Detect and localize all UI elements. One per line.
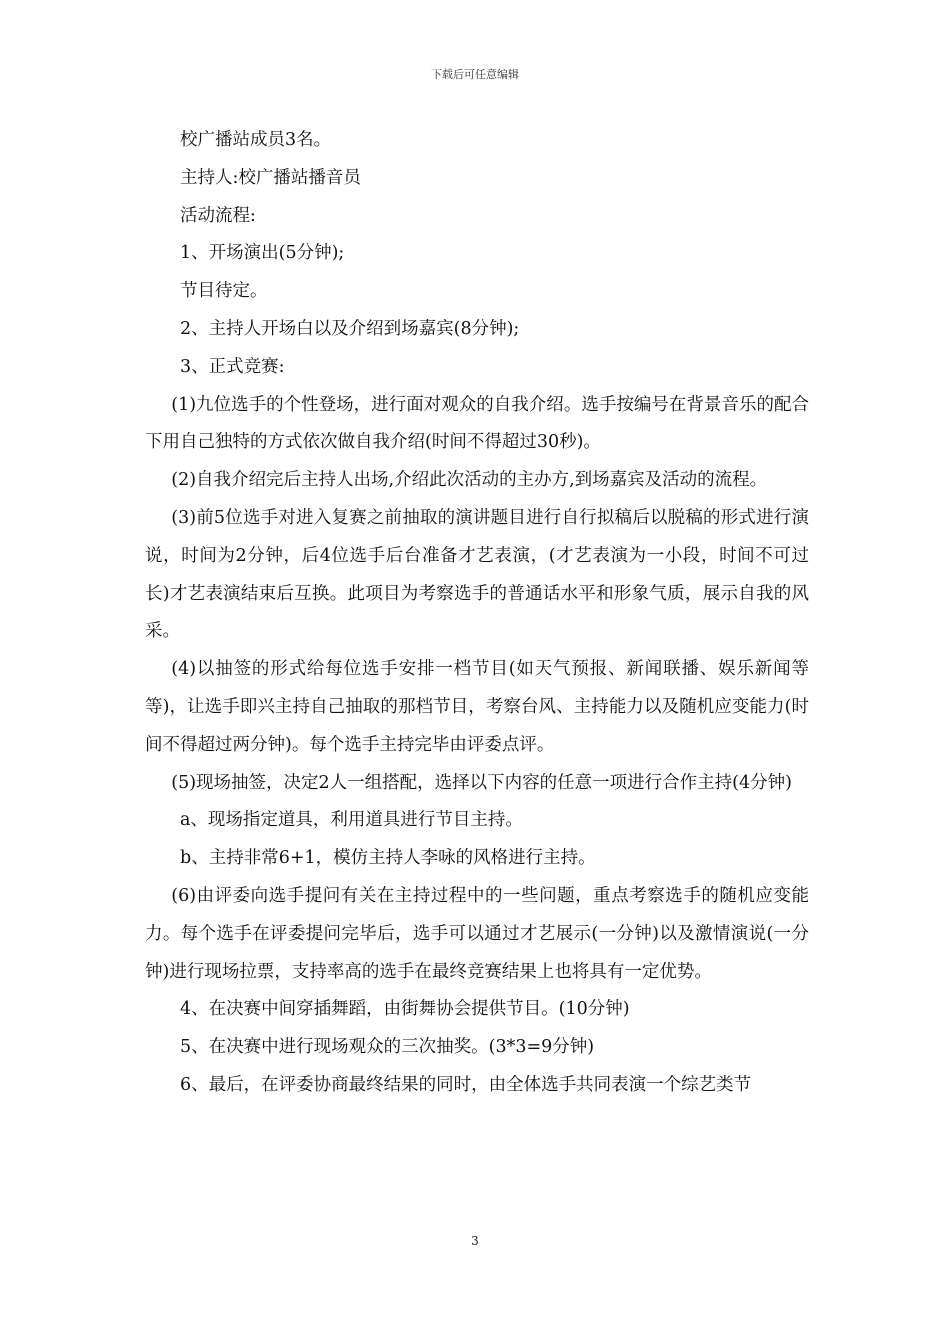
paragraph: a、现场指定道具，利用道具进行节目主持。 bbox=[180, 810, 523, 831]
paragraph: 1、开场演出(5分钟); bbox=[180, 243, 345, 264]
paragraph: 3、正式竞赛: bbox=[180, 356, 285, 377]
page-header: 下载后可任意编辑 bbox=[431, 68, 519, 81]
paragraph: (5)现场抽签，决定2人一组搭配，选择以下内容的任意一项进行合作主持(4分钟) bbox=[171, 772, 792, 793]
paragraph: 5、在决赛中进行现场观众的三次抽奖。(3*3=9分钟) bbox=[180, 1037, 595, 1058]
page-number: 3 bbox=[471, 1234, 479, 1248]
paragraph: (1)九位选手的个性登场，进行面对观众的自我介绍。选手按编号在背景音乐的配合下用自己独特的方式依次做自我介绍(时间不得超过30秒)。 bbox=[145, 394, 809, 453]
paragraph: 6、最后，在评委协商最终结果的同时，由全体选手共同表演一个综艺类节 bbox=[180, 1074, 752, 1095]
paragraph: (6)由评委向选手提问有关在主持过程中的一些问题，重点考察选手的随机应变能力。每个选手在评委提问完毕后，选手可以通过才艺展示(一分钟)以及激情演说(一分钟)进行现场拉票，支持率高的选手在最终竞赛结果上也将具有一定优势。 bbox=[145, 885, 809, 982]
paragraph: 主持人:校广播站播音员 bbox=[180, 167, 361, 188]
paragraph: b、主持非常6+1，模仿主持人李咏的风格进行主持。 bbox=[180, 848, 596, 869]
paragraph: 活动流程: bbox=[180, 205, 256, 226]
paragraph: 4、在决赛中间穿插舞蹈，由街舞协会提供节目。(10分钟) bbox=[180, 999, 630, 1020]
paragraph: 节目待定。 bbox=[180, 281, 268, 302]
paragraph: (4)以抽签的形式给每位选手安排一档节目(如天气预报、新闻联播、娱乐新闻等等)，让选手即兴主持自己抽取的那档节目，考察台风、主持能力以及随机应变能力(时间不得超过两分钟)。每个选手主持完毕由评委点评。 bbox=[145, 659, 809, 755]
paragraph: (3)前5位选手对进入复赛之前抽取的演讲题目进行自行拟稿后以脱稿的形式进行演说，时间为2分钟，后4位选手后台准备才艺表演，(才艺表演为一小段，时间不可过长)才艺表演结束后互换。此项目为考察选手的普通话水平和形象气质，展示自我的风采。 bbox=[145, 507, 809, 642]
paragraph: 2、主持人开场白以及介绍到场嘉宾(8分钟); bbox=[180, 318, 520, 339]
document-body bbox=[145, 122, 809, 1105]
paragraph: (2)自我介绍完后主持人出场,介绍此次活动的主办方,到场嘉宾及活动的流程。 bbox=[171, 470, 768, 491]
paragraph: 校广播站成员3名。 bbox=[180, 130, 332, 150]
